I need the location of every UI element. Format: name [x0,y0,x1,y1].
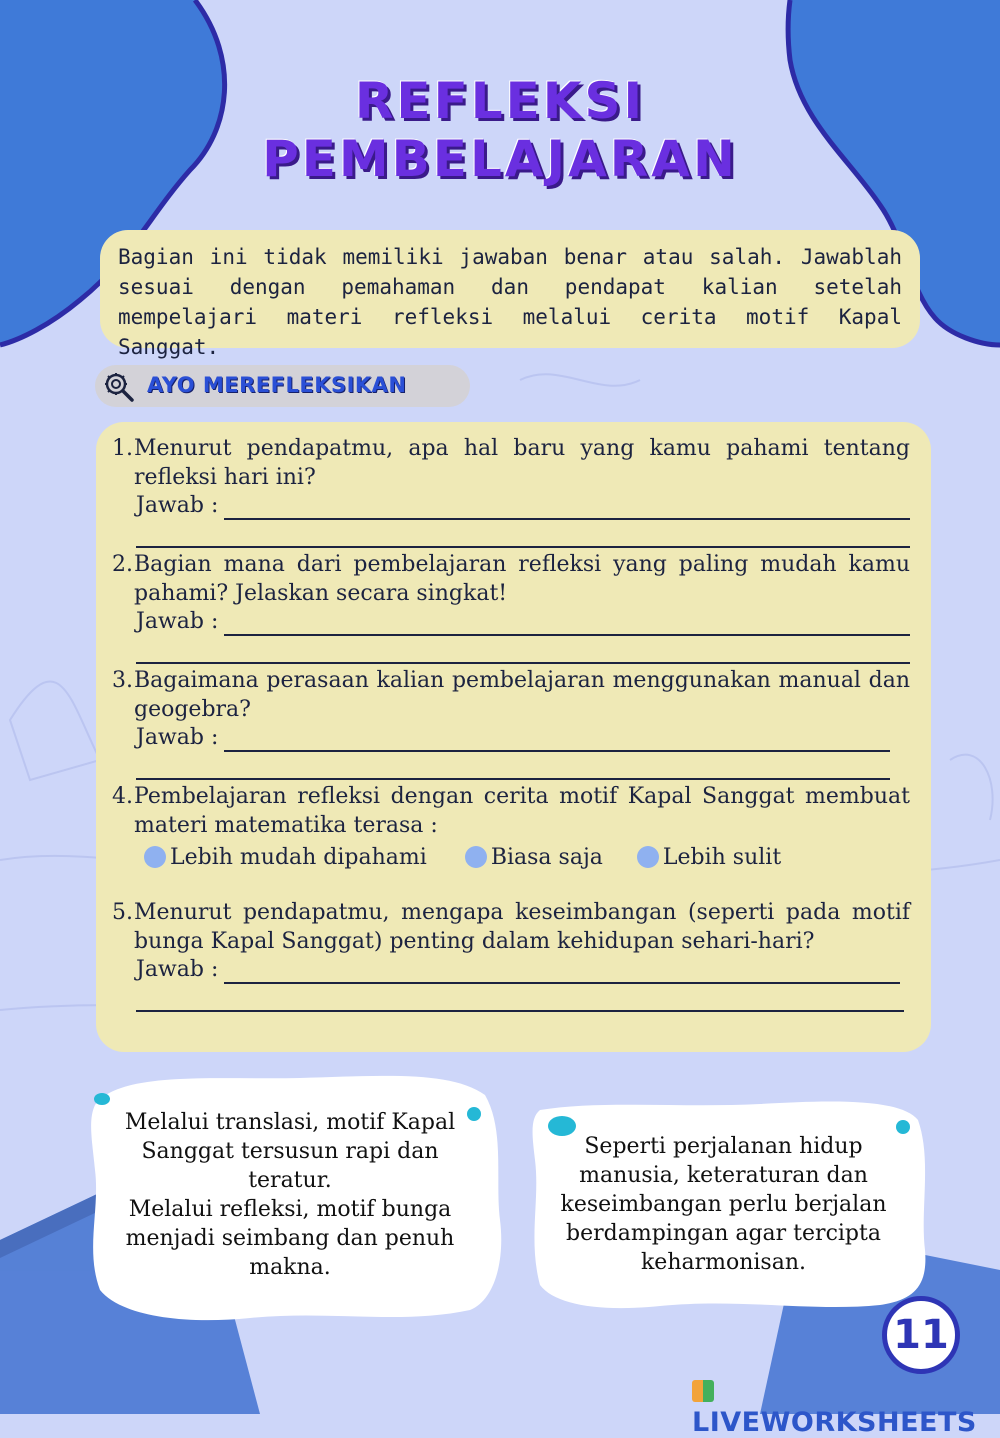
question-1 [112,434,910,548]
intro-box [100,230,920,359]
answer-field[interactable] [136,492,910,520]
cloud-right-line: keseimbangan perlu berjalan [560,1192,887,1217]
cloud-left-line: Sanggat tersusun rapi dan [141,1139,439,1164]
question-text: Menurut pendapatmu, mengapa keseimbangan (seperti pada motif bunga Kapal Sanggat) penting dalam kehidupan sehari-hari? [134,900,910,954]
cloud-left-line: teratur. [248,1168,332,1193]
watermark-text: LIVEWORKSHEETS [692,1407,977,1438]
answer-line-extra[interactable] [136,520,910,548]
cloud-right-text [536,1132,911,1277]
question-number: 1. [112,436,133,461]
question-number: 2. [112,552,133,577]
question-4 [112,782,910,872]
answer-label: Jawab : [136,957,219,982]
cloud-left-line: menjadi seimbang dan penuh [125,1226,455,1251]
radio-button[interactable] [144,846,166,868]
title-line-2: PEMBELAJARAN [262,130,738,188]
cloud-right-line: berdampingan agar tercipta [566,1221,881,1246]
cloud-left-line: Melalui translasi, motif Kapal [124,1110,456,1135]
question-3 [112,666,910,780]
cloud-left-line: makna. [249,1255,331,1280]
option-label: Lebih mudah dipahami [170,844,427,870]
cloud-right-line: manusia, keteraturan dan [579,1163,868,1188]
answer-field[interactable] [136,724,890,752]
cloud-right-line: Seperti perjalanan hidup [584,1134,863,1159]
question-number: 4. [112,784,133,809]
liveworksheets-watermark [692,1376,1000,1438]
answer-label: Jawab : [136,725,219,750]
answer-line-extra[interactable] [136,636,910,664]
answer-line[interactable] [224,498,910,520]
question-number: 5. [112,900,133,925]
option-normal[interactable] [465,843,603,872]
question-number: 3. [112,668,133,693]
page-number: 11 [882,1296,960,1374]
liveworksheets-logo-icon [692,1380,714,1402]
answer-line[interactable] [224,730,890,752]
cloud-right-line: keharmonisan. [640,1250,807,1275]
option-group [144,842,910,872]
answer-line-extra[interactable] [136,984,904,1012]
cloud-left-text [100,1108,480,1282]
question-2 [112,550,910,664]
answer-field[interactable] [136,608,910,636]
answer-line[interactable] [224,962,900,984]
question-text: Menurut pendapatmu, apa hal baru yang kamu pahami tentang refleksi hari ini? [134,436,910,490]
radio-button[interactable] [637,846,659,868]
answer-label: Jawab : [136,609,219,634]
answer-field[interactable] [136,956,900,984]
option-label: Biasa saja [490,844,603,870]
cloud-left-line: Melalui refleksi, motif bunga [128,1197,452,1222]
question-text: Pembelajaran refleksi dengan cerita motif Kapal Sanggat membuat materi matematika terasa : [134,784,910,838]
intro-text: Bagian ini tidak memiliki jawaban benar atau salah. Jawablah sesuai dengan pemahaman dan pendapat kalian setelah mempelajari materi refleksi melalui cerita motif Kapal Sanggat. [118,245,902,359]
option-harder[interactable] [637,843,781,872]
answer-label: Jawab : [136,493,219,518]
answer-line[interactable] [224,614,910,636]
question-5 [112,898,910,1012]
radio-button[interactable] [465,846,487,868]
question-text: Bagaimana perasaan kalian pembelajaran menggunakan manual dan geogebra? [134,668,910,722]
question-text: Bagian mana dari pembelajaran refleksi yang paling mudah kamu pahami? Jelaskan secara singkat! [134,552,910,606]
option-easier[interactable] [144,843,427,872]
title-line-1: REFLEKSI [354,72,646,130]
answer-line-extra[interactable] [136,752,890,780]
section-header [95,365,470,407]
section-label: AYO MEREFLEKSIKAN [147,373,407,397]
page-title [0,72,1000,188]
gear-magnifier-icon [103,371,135,403]
option-label: Lebih sulit [662,844,782,870]
